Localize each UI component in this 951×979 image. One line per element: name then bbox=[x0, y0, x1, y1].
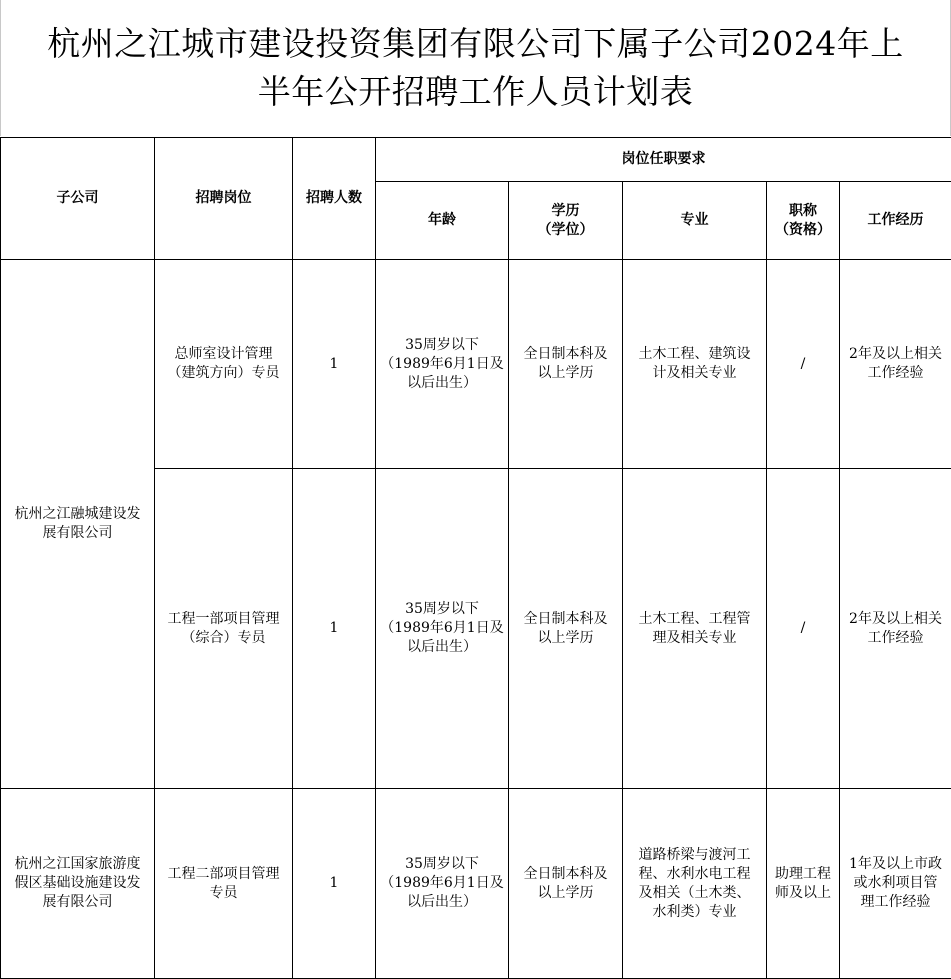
header-row-1 bbox=[1, 138, 951, 182]
cell-line: 假区基础设施建设发 bbox=[14, 875, 141, 891]
title-line-1: 杭州之江城市建设投资集团有限公司下属子公司2024年上 bbox=[47, 24, 904, 63]
title-line-2: 半年公开招聘工作人员计划表 bbox=[257, 72, 694, 111]
cell-line: 以后出生） bbox=[407, 894, 477, 910]
cell-line: 全日制本科及 bbox=[523, 610, 608, 627]
header-title-line: （资格） bbox=[775, 221, 831, 238]
cell-line: 以上学历 bbox=[537, 365, 594, 381]
table-row bbox=[1, 260, 951, 469]
cell-line: / bbox=[800, 620, 806, 636]
cell-line: 全日制本科及 bbox=[523, 865, 608, 882]
experience-cell bbox=[840, 260, 951, 469]
cell-line: 以上学历 bbox=[537, 629, 594, 646]
cell-line: 土木工程、建筑设 bbox=[638, 346, 751, 362]
major-cell bbox=[623, 789, 767, 979]
header-company: 子公司 bbox=[1, 138, 155, 260]
company-cell bbox=[1, 260, 155, 789]
age-cell bbox=[376, 789, 509, 979]
cell-line: 及相关（土木类、 bbox=[638, 884, 751, 901]
major-cell bbox=[623, 260, 767, 469]
cell-line: （建筑方向）专员 bbox=[167, 365, 280, 381]
cell-line: 杭州之江国家旅游度 bbox=[14, 856, 141, 872]
cell-line: 道路桥梁与渡河工 bbox=[638, 846, 751, 863]
count-cell: 1 bbox=[293, 469, 376, 789]
experience-cell bbox=[840, 789, 951, 979]
header-major: 专业 bbox=[623, 182, 767, 260]
cell-line: 工作经验 bbox=[867, 629, 924, 646]
header-count: 招聘人数 bbox=[293, 138, 376, 260]
cell-line: 工程二部项目管理 bbox=[167, 865, 280, 882]
position-cell bbox=[155, 469, 293, 789]
cell-line: 35周岁以下 bbox=[405, 601, 479, 617]
count-cell: 1 bbox=[293, 260, 376, 469]
header-requirements: 岗位任职要求 bbox=[376, 138, 951, 182]
experience-cell bbox=[840, 469, 951, 789]
title-qualification-cell bbox=[767, 469, 840, 789]
cell-line: 工程一部项目管理 bbox=[167, 610, 280, 627]
cell-line: / bbox=[800, 355, 806, 372]
cell-line: （1989年6月1日及 bbox=[380, 620, 504, 636]
cell-line: （1989年6月1日及 bbox=[380, 355, 504, 372]
cell-line: 助理工程 bbox=[775, 865, 831, 882]
cell-line: 35周岁以下 bbox=[405, 856, 479, 872]
cell-line: 以后出生） bbox=[407, 639, 477, 655]
cell-line: 2年及以上相关 bbox=[849, 346, 942, 362]
position-cell bbox=[155, 260, 293, 469]
page-title bbox=[0, 0, 951, 136]
cell-line: 展有限公司 bbox=[42, 525, 113, 541]
header-title-qualification bbox=[767, 182, 840, 260]
count-cell: 1 bbox=[293, 789, 376, 979]
cell-line: 理工作经验 bbox=[860, 894, 931, 910]
cell-line: 专员 bbox=[209, 884, 238, 901]
age-cell bbox=[376, 469, 509, 789]
cell-line: 35周岁以下 bbox=[405, 336, 479, 353]
header-education-line: （学位） bbox=[537, 221, 594, 238]
header-title-line: 职称 bbox=[789, 202, 817, 219]
table-body bbox=[1, 138, 951, 979]
header-position: 招聘岗位 bbox=[155, 138, 293, 260]
education-cell bbox=[509, 260, 623, 469]
cell-line: 程、水利水电工程 bbox=[638, 865, 751, 882]
education-cell bbox=[509, 789, 623, 979]
cell-line: 以后出生） bbox=[407, 374, 477, 391]
cell-line: 杭州之江融城建设发 bbox=[14, 506, 141, 522]
header-age: 年龄 bbox=[376, 182, 509, 260]
cell-line: 总师室设计管理 bbox=[174, 346, 273, 362]
major-cell bbox=[623, 469, 767, 789]
cell-line: 全日制本科及 bbox=[523, 346, 608, 362]
header-experience: 工作经历 bbox=[840, 182, 951, 260]
cell-line: 以上学历 bbox=[537, 884, 594, 901]
cell-line: 水利类）专业 bbox=[652, 903, 737, 920]
company-cell bbox=[1, 789, 155, 979]
recruitment-plan-table bbox=[0, 137, 951, 979]
cell-line: （1989年6月1日及 bbox=[380, 875, 504, 891]
age-cell bbox=[376, 260, 509, 469]
cell-line: 或水利项目管 bbox=[853, 875, 938, 891]
header-education-line: 学历 bbox=[551, 202, 580, 219]
cell-line: 计及相关专业 bbox=[652, 365, 737, 381]
cell-line: 土木工程、工程管 bbox=[638, 610, 751, 627]
cell-line: 2年及以上相关 bbox=[849, 610, 942, 627]
title-qualification-cell bbox=[767, 260, 840, 469]
position-cell bbox=[155, 789, 293, 979]
cell-line: 展有限公司 bbox=[42, 894, 113, 910]
header-education bbox=[509, 182, 623, 260]
title-qualification-cell bbox=[767, 789, 840, 979]
table-row bbox=[1, 789, 951, 979]
cell-line: 1年及以上市政 bbox=[849, 856, 942, 872]
cell-line: （综合）专员 bbox=[181, 629, 266, 646]
cell-line: 理及相关专业 bbox=[652, 629, 737, 646]
education-cell bbox=[509, 469, 623, 789]
cell-line: 工作经验 bbox=[867, 365, 924, 381]
cell-line: 师及以上 bbox=[775, 884, 831, 901]
